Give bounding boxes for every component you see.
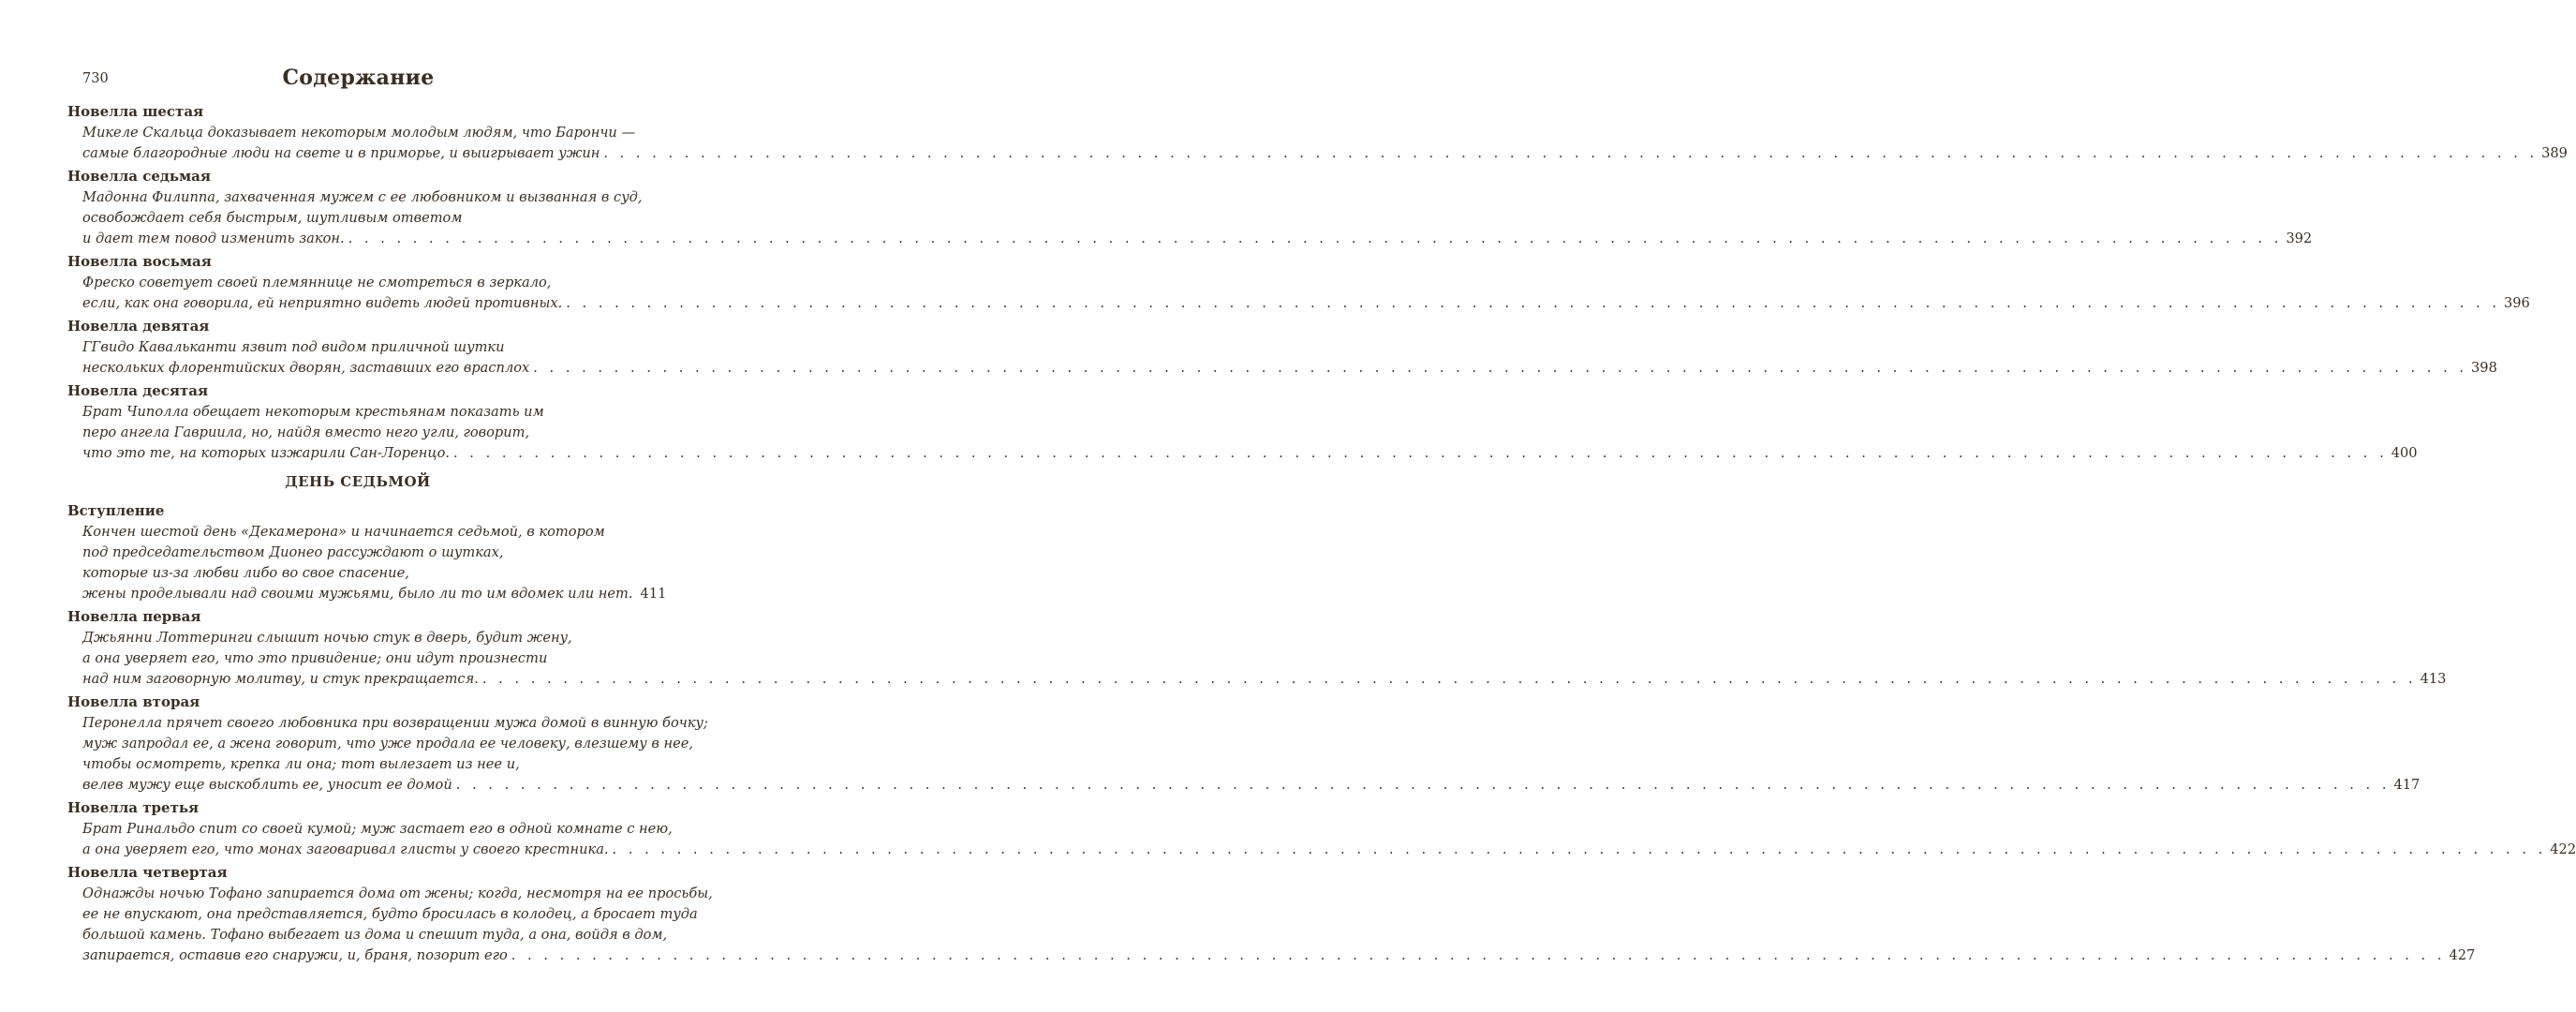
toc-entry[interactable] — [67, 692, 2421, 796]
description-line: а она уверяет его, что это привидение; они идут произнести — [82, 650, 548, 666]
toc-entry[interactable] — [67, 101, 2568, 164]
description-line: Фреско советует своей племяннице не смотреться в зеркало, — [82, 275, 552, 290]
dot-leader: . . . . . . . . . . . . . . . . . . . . . . . . . . . . . . . . . . . . . . . . . . . . . . . . . . . . . . . . . . . . . . . . . . . . . . . . . . . . . . . . . . . . . . . . . . . . . . . . . . . . . . . . . . . . . . . . . . . . . . . . — [348, 231, 2283, 246]
entry-heading: Новелла седьмая — [67, 168, 211, 185]
description-line — [82, 229, 2313, 249]
description-line: Брат Чиполла обещает некоторым крестьянам показать им — [82, 404, 544, 420]
toc-entry[interactable] — [67, 316, 2497, 379]
entry-heading: Вступление — [67, 502, 165, 519]
table-of-contents — [67, 101, 2576, 968]
dot-leader: . . . . . . . . . . . . . . . . . . . . . . . . . . . . . . . . . . . . . . . . . . . . . . . . . . . . . . . . . . . . . . . . . . . . . . . . . . . . . . . . . . . . . . . . . . . . . . . . . . . . . . . . . . . . . . . . . . . . . . . . — [612, 841, 2547, 857]
toc-entry[interactable] — [67, 166, 2313, 249]
description-text: если, как она говорила, ей неприятно видеть людей противных. — [82, 295, 563, 311]
entry-heading: Новелла шестая — [67, 103, 204, 120]
description-line: Джьянни Лоттеринги слышит ночью стук в дверь, будит жену, — [82, 630, 572, 646]
toc-entry[interactable] — [67, 500, 667, 604]
entry-description — [67, 402, 2418, 464]
description-line: Брат Ринальдо спит со своей кумой; муж застает его в одной комнате с нею, — [82, 821, 673, 837]
dot-leader: . . . . . . . . . . . . . . . . . . . . . . . . . . . . . . . . . . . . . . . . . . . . . . . . . . . . . . . . . . . . . . . . . . . . . . . . . . . . . . . . . . . . . . . . . . . . . . . . . . . . . . . . . . . . . . . . . . . . . . . . — [511, 947, 2446, 963]
toc-entry[interactable] — [67, 606, 2447, 690]
entry-description — [67, 819, 2576, 860]
description-line: ГГвидо Кавальканти язвит под видом приличной шутки — [82, 339, 505, 355]
description-line: Перонелла прячет своего любовника при возвращении мужа домой в винную бочку; — [82, 715, 708, 731]
entry-description — [67, 187, 2313, 249]
page-reference: 411 — [640, 586, 667, 602]
toc-entry[interactable] — [67, 862, 2476, 966]
dot-leader: . . . . . . . . . . . . . . . . . . . . . . . . . . . . . . . . . . . . . . . . . . . . . . . . . . . . . . . . . . . . . . . . . . . . . . . . . . . . . . . . . . . . . . . . . . . . . . . . . . . . . . . . . . . . . . . . . . . . . . . . — [455, 777, 2391, 793]
entry-description — [67, 273, 2530, 314]
toc-entry[interactable] — [67, 251, 2530, 314]
entry-heading: Новелла восьмая — [67, 253, 212, 270]
description-line: ее не впускают, она представляется, будто бросилась в колодец, а бросает туда — [82, 906, 698, 922]
dot-leader: . . . . . . . . . . . . . . . . . . . . . . . . . . . . . . . . . . . . . . . . . . . . . . . . . . . . . . . . . . . . . . . . . . . . . . . . . . . . . . . . . . . . . . . . . . . . . . . . . . . . . . . . . . . . . . . . . . . . . . . . — [481, 671, 2417, 687]
description-line: которые из-за любви либо во свое спасение, — [82, 565, 409, 581]
entry-heading: Новелла десятая — [67, 382, 209, 399]
dot-leader: . . . . . . . . . . . . . . . . . . . . . . . . . . . . . . . . . . . . . . . . . . . . . . . . . . . . . . . . . . . . . . . . . . . . . . . . . . . . . . . . . . . . . . . . . . . . . . . . . . . . . . . . . . . . . . . . . . . . . . . . — [453, 445, 2388, 461]
description-line: под председательством Дионео рассуждают о шутках, — [82, 544, 504, 560]
page-reference: 422 — [2550, 841, 2576, 857]
description-line: муж запродал ее, а жена говорит, что уже продала ее человеку, влезшему в нее, — [82, 736, 694, 752]
page-reference: 413 — [2420, 671, 2447, 687]
toc-entry[interactable] — [67, 380, 2418, 464]
page-reference: 400 — [2391, 445, 2418, 461]
description-line: Мадонна Филиппа, захваченная мужем с ее любовником и вызванная в суд, — [82, 189, 643, 205]
description-text: велев мужу еще выскоблить ее, уносит ее домой — [82, 777, 452, 793]
entry-description — [67, 337, 2497, 379]
entry-description — [67, 522, 667, 604]
description-line: Однажды ночью Тофано запирается дома от жены; когда, несмотря на ее просьбы, — [82, 886, 713, 901]
description-line — [82, 669, 2447, 690]
page-reference: 396 — [2503, 295, 2530, 311]
description-line — [82, 840, 2576, 860]
description-line — [82, 293, 2530, 314]
page-reference: 417 — [2393, 777, 2421, 793]
description-text: а она уверяет его, что монах заговаривал глисты у своего крестника. — [82, 841, 609, 857]
day-heading: ДЕНЬ СЕДЬМОЙ — [285, 473, 431, 490]
page-number: 730 — [82, 71, 109, 86]
description-line: чтобы осмотреть, крепка ли она; тот вылезает из нее и, — [82, 756, 520, 772]
page-reference: 427 — [2449, 947, 2476, 963]
description-text: запирается, оставив его снаружи, и, браня, позорит его — [82, 947, 508, 963]
dot-leader: . . . . . . . . . . . . . . . . . . . . . . . . . . . . . . . . . . . . . . . . . . . . . . . . . . . . . . . . . . . . . . . . . . . . . . . . . . . . . . . . . . . . . . . . . . . . . . . . . . . . . . . . . . . . . . . . . . . . . . . . — [533, 360, 2467, 376]
description-line: освобождает себя быстрым, шутливым ответом — [82, 210, 463, 226]
toc-entry[interactable] — [67, 797, 2576, 860]
description-text: и дает тем повод изменить закон. — [82, 231, 345, 246]
entry-heading: Новелла девятая — [67, 318, 210, 335]
description-text: самые благородные люди на свете и в приморье, и выигрывает ужин — [82, 145, 600, 161]
dot-leader: . . . . . . . . . . . . . . . . . . . . . . . . . . . . . . . . . . . . . . . . . . . . . . . . . . . . . . . . . . . . . . . . . . . . . . . . . . . . . . . . . . . . . . . . . . . . . . . . . . . . . . . . . . . . . . . . . . . . . . . . — [603, 145, 2539, 161]
entry-description — [67, 123, 2568, 164]
description-line — [82, 775, 2421, 796]
description-text: что это те, на которых изжарили Сан-Лоренцо. — [82, 445, 451, 461]
description-line — [82, 584, 667, 604]
entry-description — [67, 628, 2447, 690]
description-line — [82, 945, 2476, 966]
entry-heading: Новелла первая — [67, 608, 201, 625]
page-title: Содержание — [282, 66, 435, 90]
description-line — [82, 143, 2568, 164]
description-text: над ним заговорную молитву, и стук прекращается. — [82, 671, 479, 687]
page-reference: 392 — [2286, 231, 2313, 246]
description-text: жены проделывали над своими мужьями, было ли то им вдомек или нет. — [82, 586, 633, 602]
entry-heading: Новелла вторая — [67, 693, 200, 710]
description-line: Кончен шестой день «Декамерона» и начинается седьмой, в котором — [82, 524, 605, 540]
entry-heading: Новелла третья — [67, 799, 200, 816]
description-line — [82, 358, 2497, 379]
page-reference: 398 — [2471, 360, 2497, 376]
page-reference: 389 — [2541, 145, 2568, 161]
entry-description — [67, 713, 2421, 796]
description-text: нескольких флорентийских дворян, заставших его врасплох — [82, 360, 530, 376]
dot-leader: . . . . . . . . . . . . . . . . . . . . . . . . . . . . . . . . . . . . . . . . . . . . . . . . . . . . . . . . . . . . . . . . . . . . . . . . . . . . . . . . . . . . . . . . . . . . . . . . . . . . . . . . . . . . . . . . . . . . . . . . — [566, 295, 2500, 311]
entry-heading: Новелла четвертая — [67, 864, 228, 881]
description-line: Микеле Скальца доказывает некоторым молодым людям, что Барончи — — [82, 125, 636, 141]
description-line: большой камень. Тофано выбегает из дома и спешит туда, а она, войдя в дом, — [82, 927, 668, 943]
entry-description — [67, 884, 2476, 966]
description-line — [82, 443, 2418, 464]
description-line: перо ангела Гавриила, но, найдя вместо него угли, говорит, — [82, 424, 530, 440]
